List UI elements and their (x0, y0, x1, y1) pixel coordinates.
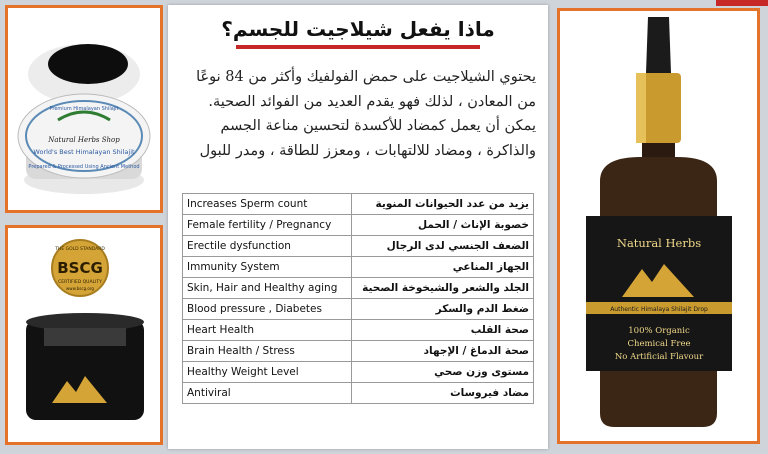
benefit-english: Female fertility / Pregnancy (183, 215, 352, 236)
table-row (183, 299, 534, 320)
table-row (183, 320, 534, 341)
bottle-line-flavour: No Artificial Flavour (614, 352, 704, 362)
table-row (183, 257, 534, 278)
benefit-english: Heart Health (183, 320, 352, 341)
info-panel (168, 5, 548, 449)
benefit-english: Brain Health / Stress (183, 341, 352, 362)
page-title: ماذا يفعل شيلاجيت للجسم؟ (221, 17, 495, 41)
jar-top-illustration (8, 8, 160, 210)
jar-top-bottom-text: Prepared & Processed Using Ancient Method (28, 164, 140, 170)
jar-top-brand: Natural Herbs Shop (48, 136, 120, 144)
table-row (183, 362, 534, 383)
benefits-table (182, 193, 534, 404)
shilajit-jar-top-photo (5, 5, 163, 213)
table-row (183, 215, 534, 236)
benefit-english: Skin, Hair and Healthy aging (183, 278, 352, 299)
bottle-illustration (560, 11, 757, 441)
jar-top-lid-sub: World's Best Himalayan Shilajit (33, 148, 135, 156)
benefit-english: Blood pressure , Diabetes (183, 299, 352, 320)
seal-top-text: THE GOLD STANDARD (55, 247, 105, 252)
benefit-arabic: ضغط الدم والسكر (352, 299, 534, 320)
table-row (183, 383, 534, 404)
table-row (183, 236, 534, 257)
bottle-line-chemical: Chemical Free (627, 339, 691, 349)
benefit-arabic: مضاد فيروسات (352, 383, 534, 404)
seal-sub-text: CERTIFIED QUALITY (58, 280, 102, 285)
benefit-english: Erectile dysfunction (183, 236, 352, 257)
bottle-tagline: Authentic Himalaya Shilajit Drop (610, 306, 708, 313)
title-underline (236, 45, 480, 49)
benefit-english: Antiviral (183, 383, 352, 404)
benefit-english: Immunity System (183, 257, 352, 278)
benefit-english: Increases Sperm count (183, 194, 352, 215)
seal-main-text: BSCG (57, 259, 103, 277)
seal-url-text: www.bscg.org (66, 286, 94, 291)
benefit-arabic: صحة القلب (352, 320, 534, 341)
jar-top-ring-text: Premium Himalayan Shilajit (49, 106, 119, 112)
benefit-arabic: خصوبة الإناث / الحمل (352, 215, 534, 236)
shilajit-bottle-photo (557, 8, 760, 444)
table-row (183, 278, 534, 299)
benefit-arabic: الضعف الجنسي لدى الرجال (352, 236, 534, 257)
benefit-arabic: الجلد والشعر والشيخوخة الصحية (352, 278, 534, 299)
shilajit-jar-bottom-photo (5, 225, 163, 445)
table-row (183, 341, 534, 362)
bottle-brand: Natural Herbs (616, 236, 702, 250)
benefit-arabic: مستوى وزن صحي (352, 362, 534, 383)
intro-paragraph: يحتوي الشيلاجيت على حمض الفولفيك وأكثر من 84 نوعًا من المعادن ، لذلك فهو يقدم العديد من الفوائد الصحية. يمكن أن يعمل كمضاد للأكسدة لتحسين مناعة الجسم والذاكرة ، ومضاد للالتهابات ، ومعزز للطاقة ، ومدر للبول (196, 69, 536, 159)
jar-bottom-illustration (8, 228, 160, 442)
benefit-arabic: الجهاز المناعي (352, 257, 534, 278)
benefit-arabic: يزيد من عدد الحيوانات المنوية (352, 194, 534, 215)
table-row (183, 194, 534, 215)
bottle-line-organic: 100% Organic (628, 326, 690, 336)
benefit-english: Healthy Weight Level (183, 362, 352, 383)
benefit-arabic: صحة الدماغ / الإجهاد (352, 341, 534, 362)
corner-accent (716, 0, 768, 6)
